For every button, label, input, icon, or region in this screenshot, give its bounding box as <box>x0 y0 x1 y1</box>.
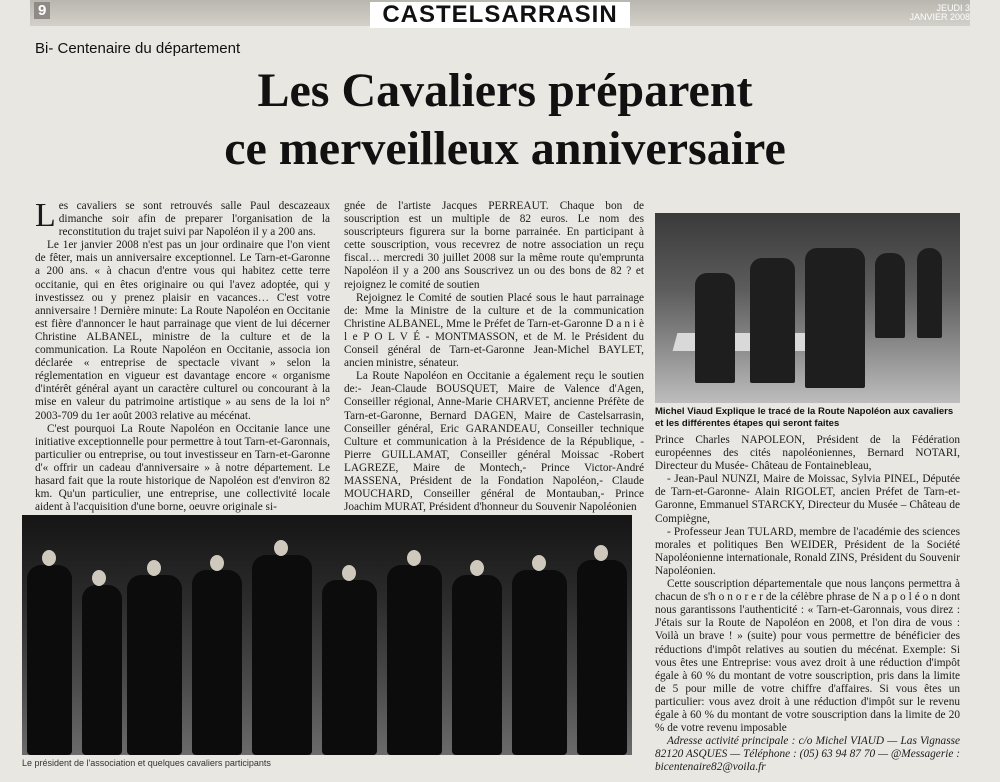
column1-paragraph-3: C'est pourquoi La Route Napoléon en Occitanie lance une initiative exceptionnelle pour permettre à tout Tarn-et-Garonnais, particulier ou entreprise, ou tout investisseur en Tarn-et-Garonne d'« offrir un cadeau d'anniversaire » à notre département. Le hasard fait que la route historique de Napoléon est d'environ 82 km. Qu'un particulier, une entreprise, une collectivité locale aident à l'acquisition d'une borne, oeuvre originale si- <box>35 422 330 514</box>
photo-figure <box>27 565 72 755</box>
column3-paragraph-4: Cette souscription départementale que nous lançons permettra à chacun de s'h o n o r e r de la célèbre phrase de N a p o l é o n dont nous garantissons l'authenticité : « Tarn-et-Garonnais, vous direz : J'étais sur la Route de Napoléon en 2008, et l'on dira de vous : Voilà un brave ! » (suite) pour vous permettre de bénéficier des réductions d'impôt relatives au soutien du mécénat. Exemple: Si vous êtes une Entreprise: vous avez droit à une réduction d'impôt égale à 60 % du montant de votre souscription, pris dans la limite de 5 pour mille de votre chiffre d'affaires. Si vous êtes un particulier: vous avez droit à une réduction d'impôt sur le revenu égale à 60 % du montant de votre souscription dans la limite de 20 % de votre revenu imposable <box>655 578 960 735</box>
article-column-1 <box>35 197 330 514</box>
photo-figure <box>387 565 442 755</box>
headline-line2: ce merveilleux anniversaire <box>224 122 786 175</box>
page-number: 9 <box>34 2 50 19</box>
photo-figure <box>512 570 567 755</box>
article-column-3 <box>655 434 960 774</box>
column2-paragraph-2: Rejoignez le Comité de soutien Placé sous le haut parrainage de: Mme la Ministre de la culture et de la communication Christine ALBANEL, Mme le Préfet de Tarn-et-Garonne D a n i è l e P O L V É - MONTMASSON, et de M. le Président du Conseil général de Tarn-et-Garonne Jean-Michel BAYLET, ancien ministre, sénateur. <box>344 291 644 370</box>
section-masthead: CASTELSARRASIN <box>370 2 630 28</box>
photo-face <box>532 555 546 571</box>
column1-paragraph-1-text: es cavaliers se sont retrouvés salle Paul descazeaux dimanche soir afin de preparer l'organisation de la reconstitution du trajet suivi par Napoléon il y a 200 ans. <box>58 200 330 239</box>
column3-paragraph-3: - Professeur Jean TULARD, membre de l'académie des sciences morales et politiques Ben WEIDER, Président de la Société Napoléonienne internationale, Ronald ZINS, Président du Souvenir Napoléonien. <box>655 525 960 577</box>
photo-group-caption: Le président de l'association et quelques cavaliers participants <box>22 758 271 768</box>
photo-figure <box>452 575 502 755</box>
photo-face <box>42 550 56 566</box>
kicker: Bi- Centenaire du département <box>35 40 241 57</box>
photo-figure <box>750 258 795 383</box>
article-column-2 <box>344 200 644 514</box>
photo-face <box>92 570 106 586</box>
headline <box>110 62 900 178</box>
photo-meeting <box>655 213 960 403</box>
photo-face <box>407 550 421 566</box>
photo-face <box>594 545 608 561</box>
column1-paragraph-2: Le 1er janvier 2008 n'est pas un jour ordinaire que l'on vient de fêter, mais un anniversaire exceptionnel. Le Tarn-et-Garonne a 200 ans. « à chacun d'entre vous qui habitez cette terre occitanie, qui en êtes originaire ou qui l'avez adoptée, qui y investissez ou y prenez plaisir en vacances… C'est votre anniversaire ! Dernière minute: La Route Napoléon en Occitanie est fière d'annoncer le haut parrainage que vient de lui décerner Christine ALBANEL, ministre de la culture et de la communication. La Route Napoléon en Occitanie, associa ion déclarée « entreprise de spectacle vivant » selon la réglementation en vigueur est davantage encore « organisme d'intérêt général ayant un caractère culturel ou concourant à la mise en valeur du patrimoine artistique » au sens de la loi n° 2003-709 du 1er août 2003 relative au mécénat. <box>35 239 330 422</box>
photo-figure <box>192 570 242 755</box>
photo-figure <box>322 580 377 755</box>
photo-face <box>470 560 484 576</box>
drop-cap: L <box>35 197 56 234</box>
photo-figure <box>127 575 182 755</box>
issue-date <box>860 4 970 22</box>
photo-figure <box>917 248 942 338</box>
photo-figure <box>695 273 735 383</box>
photo-meeting-caption: Michel Viaud Explique le tracé de la Route Napoléon aux cavaliers et les différentes étapes qui seront faites <box>655 406 954 429</box>
photo-figure <box>252 555 312 755</box>
contact-info: Adresse activité principale : c/o Michel VIAUD — Las Vignasse 82120 ASQUES — Téléphone : (05) 63 94 87 70 — @Messagerie : bicentenaire82@voila.fr <box>655 735 960 774</box>
photo-figure <box>875 253 905 338</box>
photo-figure <box>577 560 627 755</box>
issue-date-line2: JANVIER 2008 <box>909 12 970 22</box>
photo-face <box>210 555 224 571</box>
photo-figure <box>82 585 122 755</box>
photo-group <box>22 515 632 755</box>
photo-face <box>274 540 288 556</box>
issue-date-line1: JEUDI 3 <box>936 3 970 13</box>
column2-paragraph-3: La Route Napoléon en Occitanie a également reçu le soutien de:- Jean-Claude BOUSQUET, Maire de Valence d'Agen, Conseiller régional, Anne-Marie CHARVET, ancienne Préfète de Tarn-et-Garonne, Bernard DAGEN, Maire de Castelsarrasin, Conseiller général, Eric GARANDEAU, Conseiller technique Culture et communication à la Présidence de la République, -Pierre GUILLAMAT, Conseiller général Moissac -Robert LAGREZE, Maire de Montech,- Prince Victor-André MASSENA, Président de la Fondation Napoléon,- Claude MOUCHARD, Conseiller général de Montauban,- Prince Joachim MURAT, Président d'honneur du Souvenir Napoléonien <box>344 370 644 514</box>
column2-paragraph-1: gnée de l'artiste Jacques PERREAUT. Chaque bon de souscription est un multiple de 82 euros. Le nom des souscripteurs figurera sur la borne parrainée. En participant à cette souscription, vous recevrez de notre association un reçu fiscal… mercredi 30 juillet 2008 sur la même route qu'emprunta Napoléon il y a 200 ans Souscrivez un ou des bons de 82 ? et rejoignez le comité de soutien <box>344 200 644 291</box>
column3-paragraph-1: Prince Charles NAPOLEON, Président de la Fédération européennes des cités napoléoniennes, Bernard NOTARI, Directeur du Musée- Château de Fontainebleau, <box>655 434 960 473</box>
headline-line1: Les Cavaliers préparent <box>257 64 753 117</box>
photo-face <box>147 560 161 576</box>
column3-paragraph-2: - Jean-Paul NUNZI, Maire de Moissac, Sylvia PINEL, Députée de Tarn-et-Garonne- Alain RIGOLET, ancien Préfet de Tarn-et-Garonne, Emmanuel STARCKY, Directeur du Musée – Château de Compiègne, <box>655 473 960 525</box>
photo-face <box>342 565 356 581</box>
column1-paragraph-1 <box>35 197 330 239</box>
photo-figure <box>805 248 865 388</box>
